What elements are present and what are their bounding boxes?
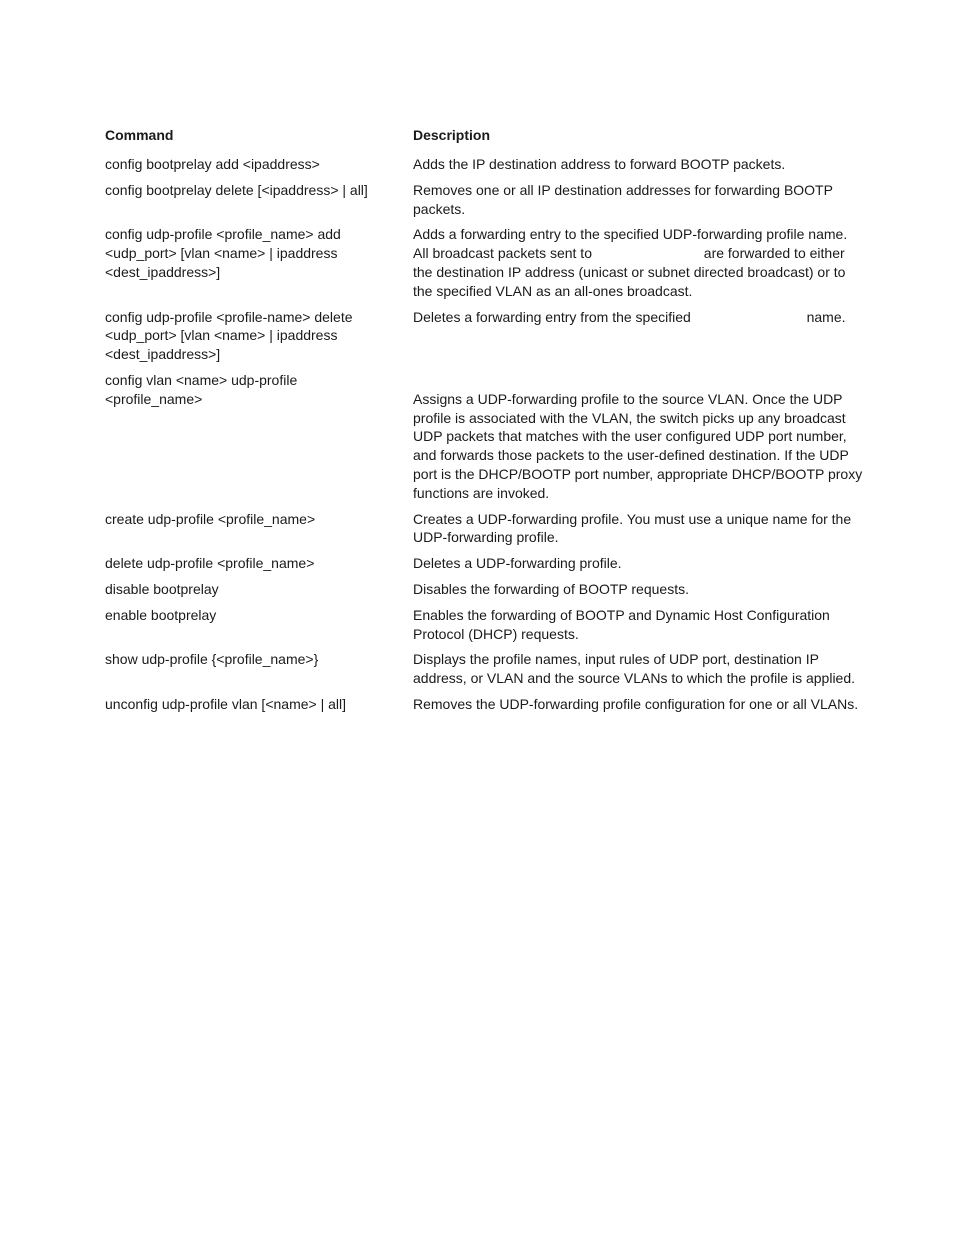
command-cell: enable bootprelay [105,606,217,623]
description-cell: Removes one or all IP destination addresses for forwarding BOOTP packets. [413,181,833,217]
table-row [105,510,865,555]
table-row [105,580,865,606]
table-row [105,181,865,226]
table-row [105,650,865,695]
command-cell: create udp-profile <profile_name> [105,510,316,527]
description-cell: Disables the forwarding of BOOTP requests. [413,580,689,597]
table-row [105,695,865,721]
description-cell [413,308,865,371]
command-cell: config udp-profile <profile-name> delete <udp_port> [vlan <name> | ipaddress <dest_ipaddress>] [105,308,353,363]
description-cell: Enables the forwarding of BOOTP and Dynamic Host Configuration Protocol (DHCP) requests. [413,606,830,642]
description-text: are forwarded to either the destination IP address (unicast or subnet directed broadcast) or to the specified VLAN as an all-ones broadcast. [413,245,846,299]
blank-line [413,371,865,390]
command-cell: config bootprelay add <ipaddress> [105,156,320,172]
table-row [105,371,865,510]
command-cell: delete udp-profile <profile_name> [105,555,315,572]
command-cell: show udp-profile {<profile_name>} [105,651,319,668]
description-cell: Removes the UDP-forwarding profile configuration for one or all VLANs. [413,695,859,712]
table-row [105,606,865,651]
description-text: Deletes a forwarding entry from the specified [413,308,691,325]
command-column-header: Command [105,127,174,143]
command-cell: disable bootprelay [105,580,219,597]
description-cell [413,371,865,510]
table-row [105,554,865,580]
document-page [105,126,865,721]
command-cell: config vlan <name> udp-profile <profile_name> [105,371,298,407]
description-cell: Creates a UDP-forwarding profile. You must use a unique name for the UDP-forwarding profile. [413,510,852,546]
description-text: Adds a forwarding entry to the specified UDP-forwarding profile name. All broadcast packets sent to [413,226,848,262]
description-cell: Deletes a UDP-forwarding profile. [413,555,622,572]
description-text: name. [806,308,846,325]
command-cell: config bootprelay delete [<ipaddress> | all] [105,181,368,198]
table-row [105,225,865,307]
description-cell: Adds the IP destination address to forward BOOTP packets. [413,156,786,172]
table-row [105,308,865,371]
description-cell [413,225,865,307]
table-header-row [105,126,865,155]
description-column-header: Description [413,127,491,143]
description-cell: Displays the profile names, input rules of UDP port, destination IP address, or VLAN and the source VLANs to which the profile is applied. [413,651,856,687]
command-cell: config udp-profile <profile_name> add <udp_port> [vlan <name> | ipaddress <dest_ipaddress>] [105,226,341,280]
command-cell: unconfig udp-profile vlan [<name> | all] [105,695,347,712]
command-table [105,126,865,721]
table-row [105,155,865,181]
description-text: Assigns a UDP-forwarding profile to the source VLAN. Once the UDP profile is associated with the VLAN, the switch picks up any broadcast UDP packets that matches with the user configured UDP port number, and forwards those packets to the user-defined destination. If the UDP port is the DHCP/BOOTP port number, appropriate DHCP/BOOTP proxy functions are invoked. [413,390,863,501]
